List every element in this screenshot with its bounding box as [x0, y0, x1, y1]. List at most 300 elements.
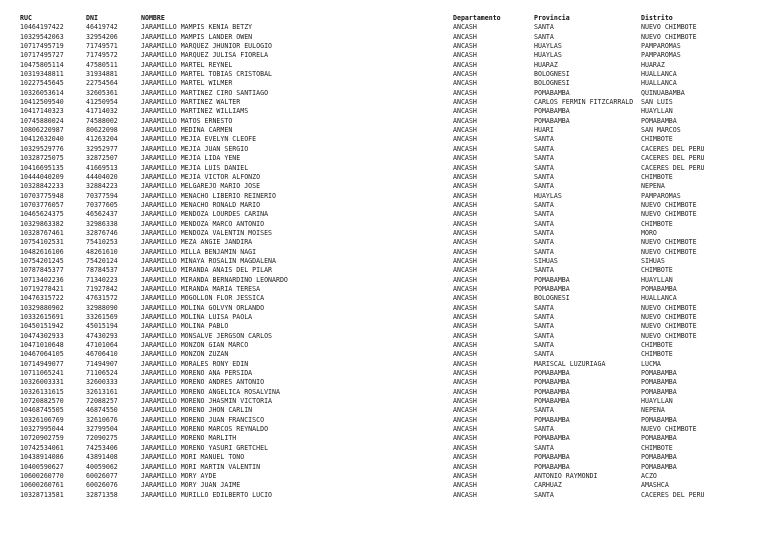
departamento-cell: ANCASH: [453, 60, 477, 69]
provincia-cell: SANTA: [534, 154, 554, 163]
departamento-cell: ANCASH: [453, 238, 477, 247]
distrito-cell: NUEVO CHIMBOTE: [641, 425, 697, 434]
dni-cell: 47631572: [86, 294, 118, 303]
ruc-cell: 10400590627: [20, 462, 64, 471]
ruc-cell: 10227545645: [20, 79, 64, 88]
dni-cell: 71494907: [86, 359, 118, 368]
nombre-cell: JARAMILLO MEJIA EVELYN CLEOFE: [141, 135, 257, 144]
nombre-cell: JARAMILLO MATOS ERNESTO: [141, 116, 233, 125]
provincia-cell: POMABAMBA: [534, 284, 570, 293]
ruc-cell: 10720902759: [20, 434, 64, 443]
departamento-cell: ANCASH: [453, 219, 477, 228]
ruc-cell: 10703776057: [20, 200, 64, 209]
distrito-cell: POMABAMBA: [641, 434, 677, 443]
distrito-cell: HUARAZ: [641, 60, 665, 69]
departamento-cell: ANCASH: [453, 228, 477, 237]
nombre-cell: JARAMILLO MORENO MARCOS REYNALDO: [141, 425, 269, 434]
dni-cell: 71340223: [86, 275, 118, 284]
distrito-cell: CHIMBOTE: [641, 172, 673, 181]
ruc-cell: 10476315722: [20, 294, 64, 303]
nombre-cell: JARAMILLO MARTEL WILMER: [141, 79, 233, 88]
provincia-cell: POMABAMBA: [534, 462, 570, 471]
dni-cell: 32600333: [86, 378, 118, 387]
dni-cell: 47430293: [86, 331, 118, 340]
nombre-cell: JARAMILLO MARTEL TOBIAS CRISTOBAL: [141, 70, 273, 79]
nombre-cell: JARAMILLO MENDOZA MARCO ANTONIO: [141, 219, 265, 228]
ruc-cell: 10717495727: [20, 51, 64, 60]
dni-cell: 47580511: [86, 60, 118, 69]
table-row: [20, 126, 741, 135]
nombre-cell: JARAMILLO MAMPIS LANDER OWEN: [141, 32, 253, 41]
departamento-cell: ANCASH: [453, 200, 477, 209]
table-row: [20, 135, 741, 144]
provincia-cell: POMABAMBA: [534, 88, 570, 97]
departamento-cell: ANCASH: [453, 415, 477, 424]
departamento-cell: ANCASH: [453, 331, 477, 340]
ruc-cell: 10412509540: [20, 98, 64, 107]
nombre-cell: JARAMILLO MOGOLLON FLOR JESSICA: [141, 294, 265, 303]
nombre-cell: JARAMILLO MIRANDA MARIA TERESA: [141, 284, 261, 293]
table-row: [20, 313, 741, 322]
dni-cell: 32613161: [86, 387, 118, 396]
dni-cell: 71749571: [86, 42, 118, 51]
ruc-cell: 10464197422: [20, 23, 64, 32]
ruc-cell: 10327995044: [20, 425, 64, 434]
nombre-cell: JARAMILLO MORENO ANA PERSIDA: [141, 369, 253, 378]
distrito-cell: CHIMBOTE: [641, 219, 673, 228]
distrito-cell: CACERES DEL PERU: [641, 154, 705, 163]
table-row: [20, 388, 741, 397]
departamento-cell: ANCASH: [453, 163, 477, 172]
table-row: [20, 406, 741, 415]
header-departamento: Departamento: [453, 14, 501, 22]
distrito-cell: PAMPAROMAS: [641, 42, 681, 51]
distrito-cell: HUALLANCA: [641, 294, 677, 303]
distrito-cell: NUEVO CHIMBOTE: [641, 247, 697, 256]
provincia-cell: BOLOGNESI: [534, 79, 570, 88]
departamento-cell: ANCASH: [453, 294, 477, 303]
table-row: [20, 192, 741, 201]
dni-cell: 32610676: [86, 415, 118, 424]
provincia-cell: SANTA: [534, 266, 554, 275]
ruc-cell: 10329863382: [20, 219, 64, 228]
provincia-cell: SANTA: [534, 313, 554, 321]
distrito-cell: NUEVO CHIMBOTE: [641, 23, 697, 32]
provincia-cell: POMABAMBA: [534, 434, 570, 443]
provincia-cell: POMABAMBA: [534, 387, 570, 396]
nombre-cell: JARAMILLO MENDOZA VALENTIN MOISES: [141, 228, 273, 237]
dni-cell: 74253406: [86, 443, 118, 452]
departamento-cell: ANCASH: [453, 462, 477, 471]
distrito-cell: LUCMA: [641, 359, 661, 368]
distrito-cell: MORO: [641, 228, 657, 237]
dni-cell: 46706410: [86, 350, 118, 359]
provincia-cell: SANTA: [534, 200, 554, 209]
distrito-cell: AMASHCA: [641, 481, 669, 490]
dni-cell: 71106524: [86, 369, 118, 378]
departamento-cell: ANCASH: [453, 126, 477, 135]
table-row: [20, 491, 741, 500]
dni-cell: 46874550: [86, 406, 118, 415]
dni-cell: 43891408: [86, 453, 118, 462]
dni-cell: 78784537: [86, 266, 118, 275]
ruc-cell: 10745880024: [20, 116, 64, 125]
provincia-cell: POMABAMBA: [534, 116, 570, 125]
distrito-cell: CHIMBOTE: [641, 135, 673, 144]
nombre-cell: JARAMILLO MOLINA PABLO: [141, 322, 229, 331]
dni-cell: 41250954: [86, 98, 118, 107]
ruc-cell: 10329542063: [20, 32, 64, 41]
table-row: [20, 117, 741, 126]
distrito-cell: CACERES DEL PERU: [641, 163, 705, 172]
provincia-cell: SANTA: [534, 303, 554, 312]
departamento-cell: ANCASH: [453, 247, 477, 256]
ruc-cell: 10720882570: [20, 397, 64, 406]
provincia-cell: BOLOGNESI: [534, 294, 570, 303]
dni-cell: 74588002: [86, 116, 118, 125]
provincia-cell: SANTA: [534, 23, 554, 32]
taxpayer-table: [20, 14, 741, 500]
table-row: [20, 350, 741, 359]
header-distrito: Distrito: [641, 14, 673, 22]
provincia-cell: SANTA: [534, 228, 554, 237]
ruc-cell: 10416695135: [20, 163, 64, 172]
departamento-cell: ANCASH: [453, 350, 477, 359]
provincia-cell: SANTA: [534, 322, 554, 331]
table-row: [20, 238, 741, 247]
provincia-cell: SANTA: [534, 210, 554, 219]
departamento-cell: ANCASH: [453, 210, 477, 219]
nombre-cell: JARAMILLO MORENO ANDRES ANTONIO: [141, 378, 265, 387]
table-row: [20, 416, 741, 425]
distrito-cell: CHIMBOTE: [641, 350, 673, 359]
departamento-cell: ANCASH: [453, 79, 477, 88]
distrito-cell: HUAYLLAN: [641, 397, 673, 406]
departamento-cell: ANCASH: [453, 144, 477, 153]
ruc-cell: 10319348811: [20, 70, 64, 79]
nombre-cell: JARAMILLO MURILLO EDILBERTO LUCIO: [141, 490, 273, 499]
provincia-cell: SANTA: [534, 406, 554, 415]
ruc-cell: 10465624375: [20, 210, 64, 219]
table-row: [20, 453, 741, 462]
table-row: [20, 98, 741, 107]
nombre-cell: JARAMILLO MORENO JHASMIN VICTORIA: [141, 397, 273, 406]
table-row: [20, 285, 741, 294]
departamento-cell: ANCASH: [453, 275, 477, 284]
distrito-cell: CACERES DEL PERU: [641, 144, 705, 153]
departamento-cell: ANCASH: [453, 369, 477, 378]
provincia-cell: SANTA: [534, 135, 554, 144]
table-row: [20, 107, 741, 116]
nombre-cell: JARAMILLO MORI MANUEL TOÑO: [141, 453, 245, 462]
provincia-cell: POMABAMBA: [534, 369, 570, 378]
table-row: [20, 201, 741, 210]
departamento-cell: ANCASH: [453, 116, 477, 125]
table-row: [20, 341, 741, 350]
distrito-cell: PAMPAROMAS: [641, 191, 681, 200]
header-nombre: NOMBRE: [141, 14, 165, 22]
table-row: [20, 51, 741, 60]
table-row: [20, 472, 741, 481]
ruc-cell: 10412632040: [20, 135, 64, 144]
table-row: [20, 434, 741, 443]
provincia-cell: SANTA: [534, 182, 554, 191]
nombre-cell: JARAMILLO MOLINA GOLVYN ORLANDO: [141, 303, 265, 312]
table-row: [20, 369, 741, 378]
ruc-cell: 10444040209: [20, 172, 64, 181]
dni-cell: 32986338: [86, 219, 118, 228]
departamento-cell: ANCASH: [453, 191, 477, 200]
distrito-cell: POMABAMBA: [641, 378, 677, 387]
table-row: [20, 481, 741, 490]
dni-cell: 70377594: [86, 191, 118, 200]
table-row: [20, 257, 741, 266]
table-row: [20, 294, 741, 303]
ruc-cell: 10482616106: [20, 247, 64, 256]
distrito-cell: POMABAMBA: [641, 284, 677, 293]
departamento-cell: ANCASH: [453, 406, 477, 415]
ruc-cell: 10806220987: [20, 126, 64, 135]
nombre-cell: JARAMILLO MARTEL REYNEL: [141, 60, 233, 69]
provincia-cell: HUAYLAS: [534, 191, 562, 200]
ruc-cell: 10754102531: [20, 238, 64, 247]
ruc-cell: 10326003331: [20, 378, 64, 387]
nombre-cell: JARAMILLO MARTINEZ CIRO SANTIAGO: [141, 88, 269, 97]
nombre-cell: JARAMILLO MENACHO LIBERIO REINERIO: [141, 191, 276, 200]
dni-cell: 32954206: [86, 32, 118, 41]
departamento-cell: ANCASH: [453, 443, 477, 452]
provincia-cell: SANTA: [534, 490, 554, 499]
table-row: [20, 332, 741, 341]
departamento-cell: ANCASH: [453, 154, 477, 163]
ruc-cell: 10467064105: [20, 350, 64, 359]
distrito-cell: ACZO: [641, 471, 657, 480]
departamento-cell: ANCASH: [453, 88, 477, 97]
dni-cell: 32605361: [86, 88, 118, 97]
provincia-cell: SANTA: [534, 219, 554, 228]
table-row: [20, 33, 741, 42]
nombre-cell: JARAMILLO MORENO ANGELICA ROSALVINA: [141, 387, 280, 396]
dni-cell: 70377605: [86, 200, 118, 209]
provincia-cell: HUARI: [534, 126, 554, 135]
provincia-cell: POMABAMBA: [534, 378, 570, 387]
ruc-cell: 10719278421: [20, 284, 64, 293]
dni-cell: 41669513: [86, 163, 118, 172]
ruc-cell: 10328767461: [20, 228, 64, 237]
distrito-cell: HUALLANCA: [641, 79, 677, 88]
departamento-cell: ANCASH: [453, 303, 477, 312]
nombre-cell: JARAMILLO MORENO JHON CARLIN: [141, 406, 253, 415]
ruc-cell: 10787845377: [20, 266, 64, 275]
provincia-cell: POMABAMBA: [534, 453, 570, 462]
table-header-row: [20, 14, 741, 23]
nombre-cell: JARAMILLO MORALES RONY EDIN: [141, 359, 249, 368]
provincia-cell: SANTA: [534, 350, 554, 359]
departamento-cell: ANCASH: [453, 32, 477, 41]
nombre-cell: JARAMILLO MORENO JUAN FRANCISCO: [141, 415, 265, 424]
ruc-cell: 10600260770: [20, 471, 64, 480]
nombre-cell: JARAMILLO MOLINA LUISA PAOLA: [141, 313, 253, 321]
distrito-cell: QUINUABAMBA: [641, 88, 685, 97]
nombre-cell: JARAMILLO MONZON GIAN MARCO: [141, 341, 249, 350]
ruc-cell: 10328842233: [20, 182, 64, 191]
departamento-cell: ANCASH: [453, 471, 477, 480]
ruc-cell: 10713402236: [20, 275, 64, 284]
provincia-cell: SANTA: [534, 341, 554, 350]
provincia-cell: SANTA: [534, 172, 554, 181]
distrito-cell: NUEVO CHIMBOTE: [641, 303, 697, 312]
table-row: [20, 276, 741, 285]
provincia-cell: SANTA: [534, 238, 554, 247]
dni-cell: 75420124: [86, 256, 118, 265]
departamento-cell: ANCASH: [453, 490, 477, 499]
provincia-cell: SIHUAS: [534, 256, 558, 265]
distrito-cell: POMABAMBA: [641, 415, 677, 424]
nombre-cell: JARAMILLO MELGAREJO MARIO JOSE: [141, 182, 261, 191]
ruc-cell: 10329880902: [20, 303, 64, 312]
departamento-cell: ANCASH: [453, 23, 477, 32]
nombre-cell: JARAMILLO MEZA ANGIE JANDIRA: [141, 238, 253, 247]
table-row: [20, 210, 741, 219]
header-provincia: Provincia: [534, 14, 570, 22]
table-row: [20, 304, 741, 313]
ruc-cell: 10600260761: [20, 481, 64, 490]
distrito-cell: NEPEÑA: [641, 406, 665, 415]
ruc-cell: 10326053614: [20, 88, 64, 97]
dni-cell: 33261569: [86, 313, 118, 321]
dni-cell: 80622098: [86, 126, 118, 135]
table-row: [20, 220, 741, 229]
table-row: [20, 463, 741, 472]
distrito-cell: NUEVO CHIMBOTE: [641, 210, 697, 219]
nombre-cell: JARAMILLO MEDINA CARMEN: [141, 126, 233, 135]
ruc-cell: 10417140323: [20, 107, 64, 116]
provincia-cell: POMABAMBA: [534, 415, 570, 424]
ruc-cell: 10326106769: [20, 415, 64, 424]
nombre-cell: JARAMILLO MINAYA ROSALIN MAGDALENA: [141, 256, 276, 265]
nombre-cell: JARAMILLO MARQUEZ JULISA FIORELA: [141, 51, 269, 60]
header-dni: DNI: [86, 14, 98, 22]
distrito-cell: CHIMBOTE: [641, 443, 673, 452]
ruc-cell: 10471010648: [20, 341, 64, 350]
table-row: [20, 266, 741, 275]
dni-cell: 44404020: [86, 172, 118, 181]
nombre-cell: JARAMILLO MARTINEZ WILLIAMS: [141, 107, 249, 116]
table-row: [20, 164, 741, 173]
distrito-cell: NUEVO CHIMBOTE: [641, 200, 697, 209]
departamento-cell: ANCASH: [453, 172, 477, 181]
dni-cell: 75410253: [86, 238, 118, 247]
distrito-cell: NUEVO CHIMBOTE: [641, 32, 697, 41]
dni-cell: 32952977: [86, 144, 118, 153]
table-row: [20, 145, 741, 154]
table-row: [20, 378, 741, 387]
ruc-cell: 10703775948: [20, 191, 64, 200]
ruc-cell: 10468745505: [20, 406, 64, 415]
nombre-cell: JARAMILLO MIRANDA ANAIS DEL PILAR: [141, 266, 273, 275]
dni-cell: 71927842: [86, 284, 118, 293]
nombre-cell: JARAMILLO MAMPIS KENIA BETZY: [141, 23, 253, 32]
distrito-cell: HUAYLLAN: [641, 107, 673, 116]
distrito-cell: POMABAMBA: [641, 387, 677, 396]
nombre-cell: JARAMILLO MONSALVE JERGSON CARLOS: [141, 331, 273, 340]
distrito-cell: NUEVO CHIMBOTE: [641, 331, 697, 340]
dni-cell: 32799504: [86, 425, 118, 434]
nombre-cell: JARAMILLO MONZON ZUZAN: [141, 350, 229, 359]
table-row: [20, 79, 741, 88]
distrito-cell: PAMPAROMAS: [641, 51, 681, 60]
distrito-cell: HUALLANCA: [641, 70, 677, 79]
ruc-cell: 10328725075: [20, 154, 64, 163]
table-row: [20, 397, 741, 406]
provincia-cell: SANTA: [534, 163, 554, 172]
departamento-cell: ANCASH: [453, 434, 477, 443]
departamento-cell: ANCASH: [453, 182, 477, 191]
provincia-cell: CARLOS FERMIN FITZCARRALD: [534, 98, 634, 107]
nombre-cell: JARAMILLO MARTINEZ WALTER: [141, 98, 241, 107]
table-row: [20, 173, 741, 182]
table-row: [20, 70, 741, 79]
nombre-cell: JARAMILLO MENDOZA LOURDES CARINA: [141, 210, 269, 219]
distrito-cell: SAN MARCOS: [641, 126, 681, 135]
dni-cell: 71749572: [86, 51, 118, 60]
provincia-cell: HUAYLAS: [534, 42, 562, 51]
dni-cell: 46562437: [86, 210, 118, 219]
dni-cell: 72088257: [86, 397, 118, 406]
ruc-cell: 10332615691: [20, 313, 64, 321]
provincia-cell: SANTA: [534, 443, 554, 452]
departamento-cell: ANCASH: [453, 425, 477, 434]
nombre-cell: JARAMILLO MORY AYDE: [141, 471, 217, 480]
table-row: [20, 154, 741, 163]
nombre-cell: JARAMILLO MILLA BENJAMIN NAGI: [141, 247, 257, 256]
distrito-cell: POMABAMBA: [641, 369, 677, 378]
nombre-cell: JARAMILLO MEJIA LUIS DANIEL: [141, 163, 249, 172]
distrito-cell: POMABAMBA: [641, 462, 677, 471]
provincia-cell: SANTA: [534, 247, 554, 256]
nombre-cell: JARAMILLO MORENO YASURI GRETCHEL: [141, 443, 269, 452]
provincia-cell: SANTA: [534, 32, 554, 41]
nombre-cell: JARAMILLO MARQUEZ JHUNIOR EULOGIO: [141, 42, 273, 51]
dni-cell: 47101064: [86, 341, 118, 350]
table-row: [20, 322, 741, 331]
dni-cell: 32884223: [86, 182, 118, 191]
ruc-cell: 10742534061: [20, 443, 64, 452]
distrito-cell: NUEVO CHIMBOTE: [641, 322, 697, 331]
departamento-cell: ANCASH: [453, 341, 477, 350]
distrito-cell: POMABAMBA: [641, 453, 677, 462]
provincia-cell: BOLOGNESI: [534, 70, 570, 79]
distrito-cell: CHIMBOTE: [641, 266, 673, 275]
dni-cell: 60026077: [86, 471, 118, 480]
provincia-cell: SANTA: [534, 331, 554, 340]
provincia-cell: HUAYLAS: [534, 51, 562, 60]
table-row: [20, 61, 741, 70]
provincia-cell: POMABAMBA: [534, 397, 570, 406]
nombre-cell: JARAMILLO MENACHO RONALD MARIO: [141, 200, 261, 209]
distrito-cell: SIHUAS: [641, 256, 665, 265]
departamento-cell: ANCASH: [453, 266, 477, 275]
provincia-cell: MARISCAL LUZURIAGA: [534, 359, 606, 368]
nombre-cell: JARAMILLO MORY JUAN JAIME: [141, 481, 241, 490]
nombre-cell: JARAMILLO MEJIA VICTOR ALFONZO: [141, 172, 261, 181]
table-row: [20, 89, 741, 98]
departamento-cell: ANCASH: [453, 453, 477, 462]
departamento-cell: ANCASH: [453, 481, 477, 490]
dni-cell: 32872507: [86, 154, 118, 163]
departamento-cell: ANCASH: [453, 313, 477, 321]
ruc-cell: 10326131615: [20, 387, 64, 396]
